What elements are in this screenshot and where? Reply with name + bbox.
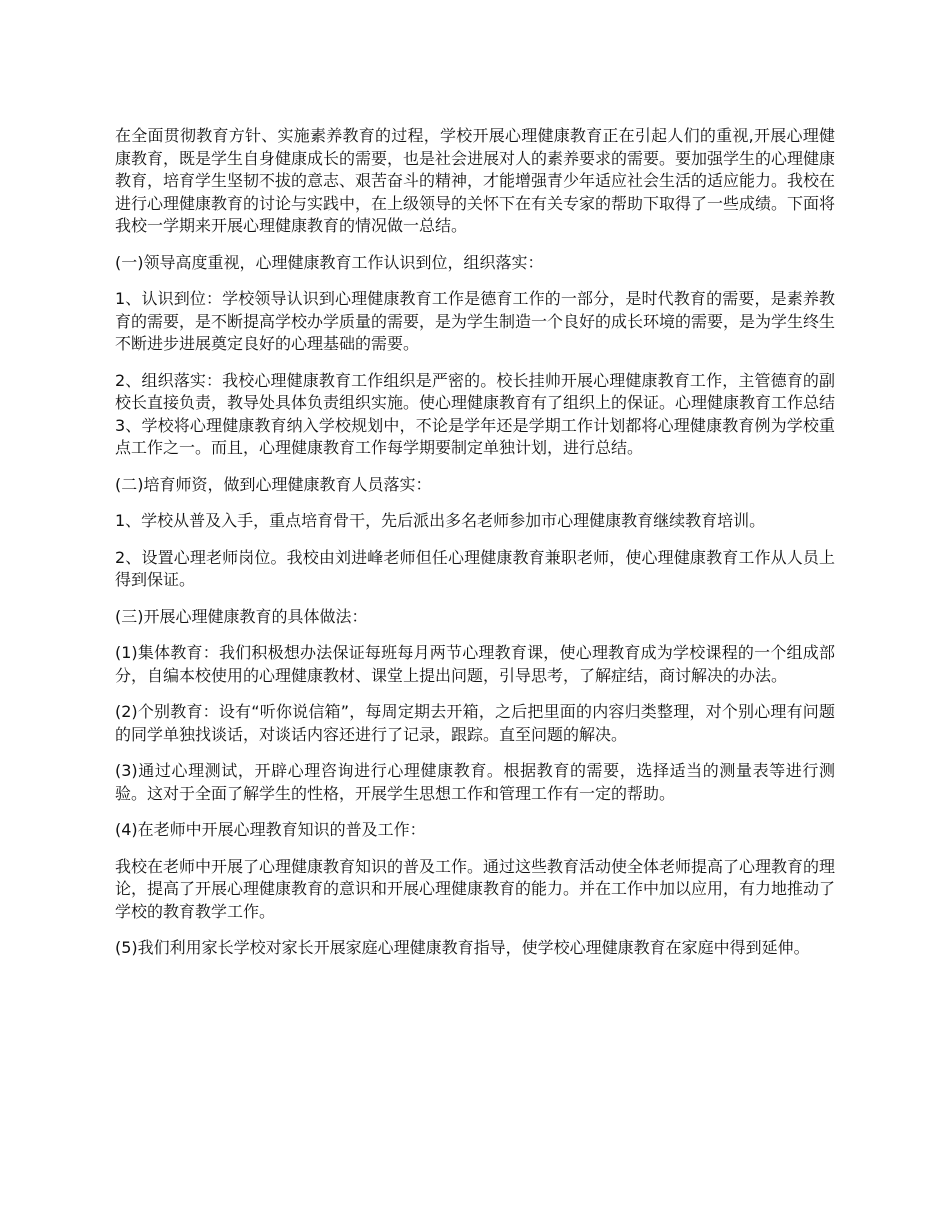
section-heading-2: (二)培育师资，做到心理健康教育人员落实： — [115, 474, 432, 494]
document-body — [115, 125, 835, 974]
paragraph-3-1: (1)集体教育：我们积极想办法保证每班每月两节心理教育课，使心理教育成为学校课程的一个组成部分，自编本校使用的心理健康教材、课堂上提出问题，引导思考，了解症结，商讨解决的办法。 — [115, 643, 835, 685]
paragraph-3-4-body: 我校在老师中开展了心理健康教育知识的普及工作。通过这些教育活动使全体老师提高了心理教育的理论，提高了开展心理健康教育的意识和开展心理健康教育的能力。并在工作中加以应用，有力地推动了学校的教育教学工作。 — [115, 856, 836, 921]
paragraph-2-2: 2、设置心理老师岗位。我校由刘进峰老师但任心理健康教育兼职老师，使心理健康教育工作从人员上得到保证。 — [115, 547, 835, 589]
paragraph-1-2: 2、组织落实：我校心理健康教育工作组织是严密的。校长挂帅开展心理健康教育工作，主管德育的副校长直接负责，教导处具体负责组织实施。使心理健康教育有了组织上的保证。心理健康教育工作总结 3、学校将心理健康教育纳入学校规划中，不论是学年还是学期工作计划都将心理健康教育例为学校重点工作之一。而且，心理健康教育工作每学期要制定单独计划，进行总结。 — [115, 370, 836, 457]
paragraph-3-2: (2)个别教育：设有“听你说信箱”，每周定期去开箱，之后把里面的内容归类整理，对个别心理有问题的同学单独找谈话，对谈话内容还进行了记录，跟踪。直至问题的解决。 — [115, 702, 835, 744]
paragraph-2-1: 1、学校从普及入手，重点培育骨干，先后派出多名老师参加市心理健康教育继续教育培训。 — [115, 511, 766, 530]
intro-paragraph: 在全面贯彻教育方针、实施素养教育的过程，学校开展心理健康教育正在引起人们的重视,开展心理健康教育，既是学生自身健康成长的需要，也是社会进展对人的素养要求的需要。要加强学生的心理健康教育，培育学生坚韧不拔的意志、艰苦奋斗的精神，才能增强青少年适应社会生活的适应能力。我校在进行心理健康教育的讨论与实践中，在上级领导的关怀下在有关专家的帮助下取得了一些成绩。下面将我校一学期来开展心理健康教育的情况做一总结。 — [115, 126, 836, 235]
paragraph-3-5: (5)我们利用家长学校对家长开展家庭心理健康教育指导，使学校心理健康教育在家庭中得到延伸。 — [115, 938, 810, 957]
paragraph-1-1: 1、认识到位：学校领导认识到心理健康教育工作是德育工作的一部分，是时代教育的需要，是素养教育的需要，是不断提高学校办学质量的需要，是为学生制造一个良好的成长环境的需要，是为学生终生不断进步进展奠定良好的心理基础的需要。 — [115, 289, 836, 353]
section-heading-1: (一)领导高度重视，心理健康教育工作认识到位，组织落实： — [115, 252, 544, 272]
paragraph-3-4-heading: (4)在老师中开展心理教育知识的普及工作： — [115, 820, 426, 839]
section-heading-3: (三)开展心理健康教育的具体做法： — [115, 606, 368, 626]
paragraph-3-3: (3)通过心理测试，开辟心理咨询进行心理健康教育。根据教育的需要，选择适当的测量表等进行测验。这对于全面了解学生的性格，开展学生思想工作和管理工作有一定的帮助。 — [115, 761, 835, 803]
